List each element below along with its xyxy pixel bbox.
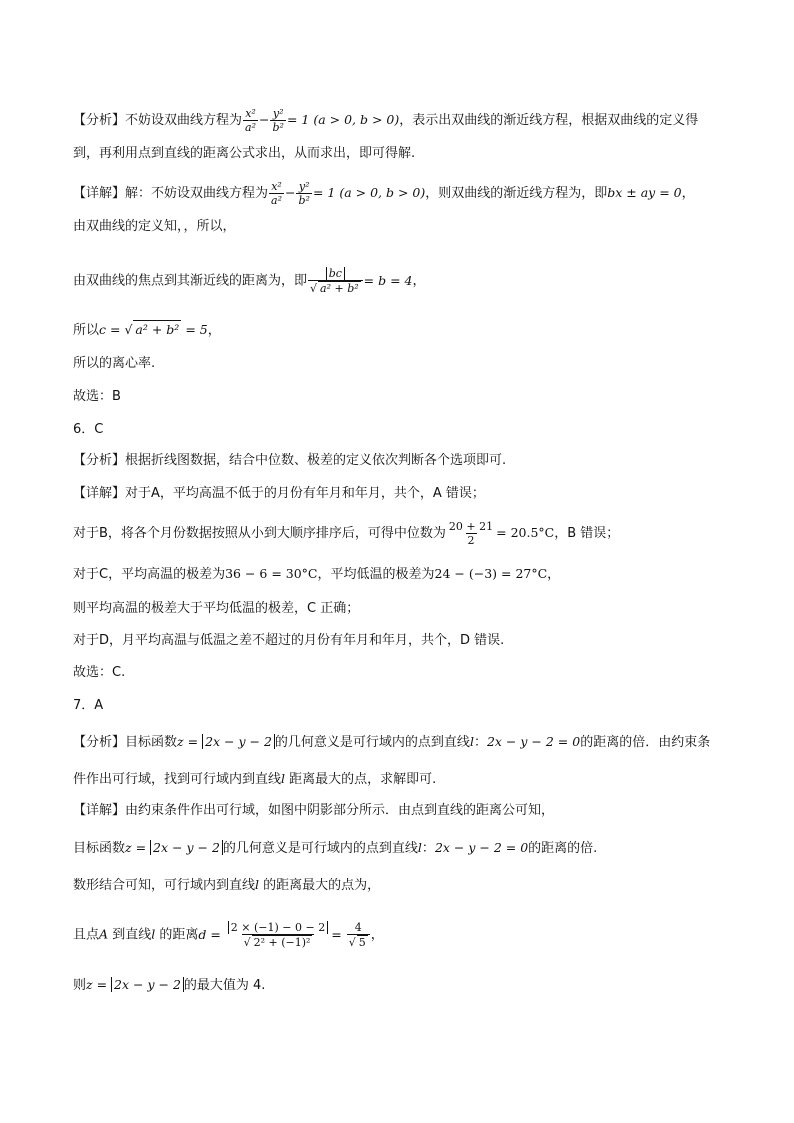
q6-detail-d: 对于D，月平均高温与低温之差不超过的月份有年月和年月，共个，D 错误.: [73, 633, 505, 648]
q5-analysis-text: 不妨设双曲线方程为: [125, 113, 243, 128]
hyperbola-equation: $\frac{\text{x²}}{\text{a²}}$ − $\frac{\text{y²}}{\text{b²}}$ = 1 (a > 0, b > 0): [245, 107, 400, 134]
asymptote-equation: bx ± ay = 0: [607, 185, 682, 200]
q7-detail-line5: 则z = 2x − y − 2 的最大值为 4.: [73, 977, 266, 993]
q5-detail-line3: 由双曲线的焦点到其渐近线的距离为，即 $\frac{bc}{\text{√ a² + b²}}$ = b = 4，: [73, 267, 426, 295]
q6-detail-c-conclusion: 则平均高温的极差大于平均低温的极差，C 正确；: [73, 601, 360, 616]
q7-detail-line2: 目标函数z = 2x − y − 2 的几何意义是可行域内的点到直线l：2x − y − 2 = 0的距离的倍.: [73, 840, 598, 856]
analysis-tag: 【分析】: [73, 113, 126, 128]
detail-tag: 【详解】: [73, 186, 126, 201]
q6-detail-b: 对于B，将各个月份数据按照从小到大顺序排序后，可得中位数为 $\frac{20 + 21}{2}$ = 20.5°C，B 错误；: [73, 520, 620, 547]
c-value-formula: c = √ a² + b² = 5: [99, 322, 208, 337]
q5-analysis-line2: 到，再利用点到直线的距离公式求出，从而求出，即可得解.: [73, 146, 416, 161]
detail-tag: 【详解】: [73, 803, 126, 818]
q5-analysis-line1: [73, 107, 698, 134]
q6-number: 6．C: [73, 422, 104, 437]
detail-tag: 【详解】: [73, 486, 126, 501]
analysis-tag: 【分析】: [73, 735, 126, 750]
high-temp-range: 36 − 6 = 30°C: [225, 566, 318, 581]
line-equation: 2x − y − 2 = 0: [486, 734, 581, 749]
q5-detail-line5: 所以的离心率.: [73, 356, 156, 371]
objective-function: z = 2x − y − 2: [125, 840, 223, 855]
q7-detail-line3: 数形结合可知，可行域内到直线l 的距离最大的点为，: [73, 877, 381, 893]
hyperbola-equation: $\frac{\text{x²}}{\text{a²}}$ − $\frac{\text{y²}}{\text{b²}}$ = 1 (a > 0, b > 0): [271, 180, 426, 207]
q5-detail-line1: 【详解】解：不妨设双曲线方程为 $\frac{\text{x²}}{\text{a²}}$ − $\frac{\text{y²}}{\text{b²}}$ = 1 (a > 0, b > 0)，则双曲线的渐近线方程为，即bx ± ay = 0，: [73, 180, 695, 207]
q6-detail-c: 对于C，平均高温的极差为36 − 6 = 30°C，平均低温的极差为24 − (−3) = 27°C，: [73, 566, 561, 582]
q5-detail-line2: 由双曲线的定义知，，所以，: [73, 219, 236, 234]
line-equation: 2x − y − 2 = 0: [434, 840, 529, 855]
objective-function: z = 2x − y − 2: [177, 734, 275, 749]
q7-detail-line4: 且点A 到直线l 的距离d = $\frac{2 \times (-1) - 0 - 2}{\text{√ 2² + (−1)²}}$ = $\frac{4}{√ 5}$ ，: [73, 921, 384, 949]
q5-answer: 故选：B: [73, 389, 121, 404]
q7-analysis-line1: 【分析】目标函数z = 2x − y − 2 的几何意义是可行域内的点到直线l：2x − y − 2 = 0的距离的倍．由约束条: [73, 734, 711, 750]
distance-formula: d = $\frac{2 \times (-1) - 0 - 2}{\text{√ 2² + (−1)²}}$ = $\frac{4}{√ 5}$: [198, 927, 370, 942]
q6-analysis: 【分析】根据折线图数据，结合中位数、极差的定义依次判断各个选项即可.: [73, 453, 507, 468]
q7-detail-line1: 【详解】由约束条件作出可行域，如图中阴影部分所示．由点到直线的距离公可知，: [73, 803, 555, 818]
q6-answer: 故选：C.: [73, 665, 126, 680]
q5-detail-line4: 所以c = √ a² + b² = 5，: [73, 322, 221, 338]
median-formula: $\frac{20 + 21}{2}$ = 20.5°C: [448, 520, 555, 547]
q7-number: 7．A: [73, 698, 104, 713]
focus-distance-formula: $\frac{bc}{\text{√ a² + b²}}$ = b = 4: [310, 267, 413, 295]
q7-analysis-line2: 件作出可行域，找到可行域内到直线l 距离最大的点，求解即可.: [73, 771, 437, 787]
objective-function: z = 2x − y − 2: [86, 977, 184, 992]
q5-analysis-text: ，表示出双曲线的渐近线方程，根据双曲线的定义得: [399, 113, 699, 128]
q6-detail-a: 【详解】对于A，平均高温不低于的月份有年月和年月，共个，A 错误；: [73, 486, 485, 501]
low-temp-range: 24 − (−3) = 27°C: [434, 566, 548, 581]
analysis-tag: 【分析】: [73, 453, 126, 468]
